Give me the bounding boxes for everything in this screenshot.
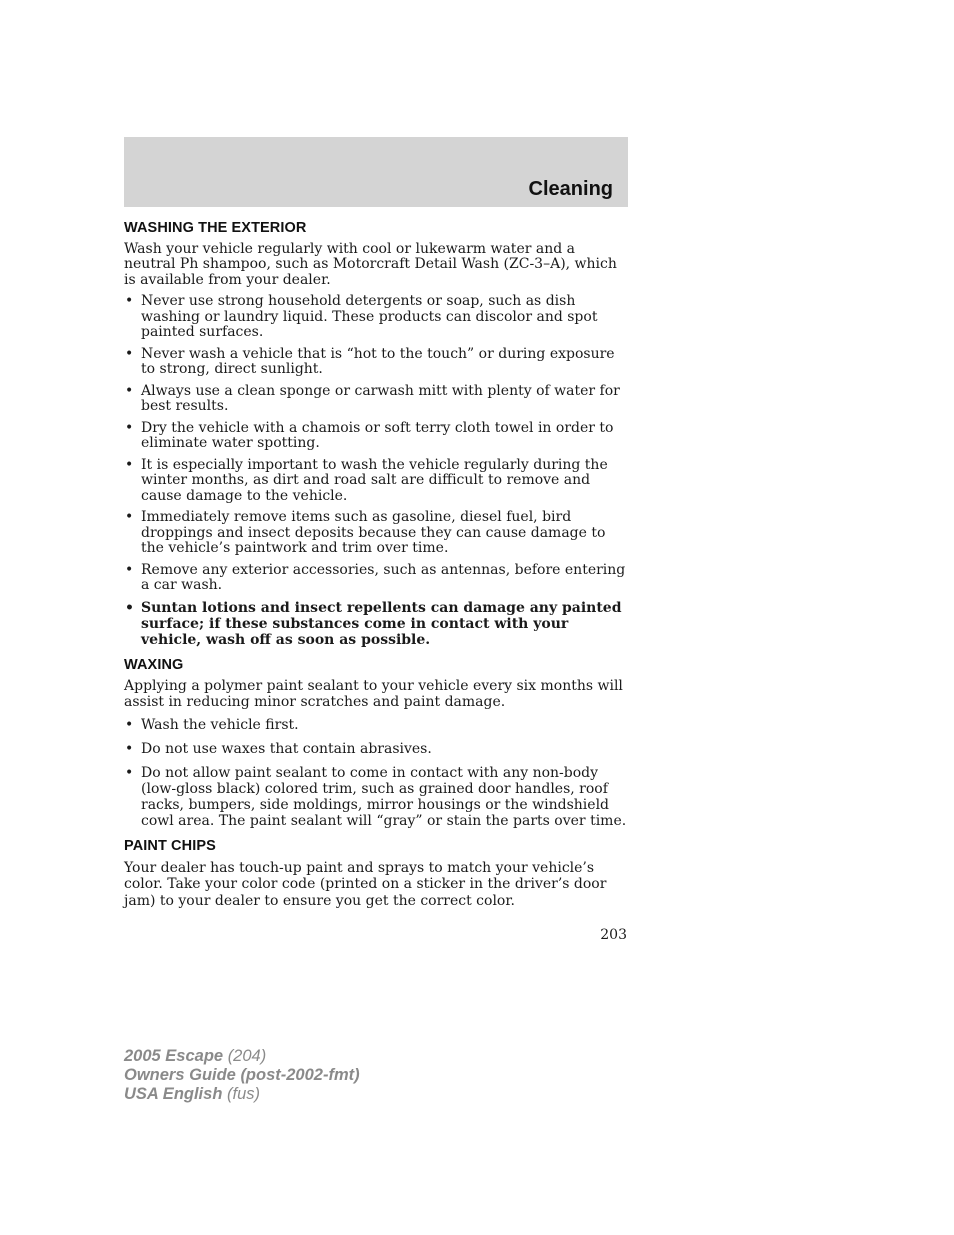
waxing-heading: WAXING xyxy=(124,656,184,673)
footer-line-1: 2005 Escape (204) xyxy=(124,1047,267,1065)
list-item: • Do not allow paint sealant to come in contact with any non-body (low-gloss black) colored trim, such as grained door handles, roof racks, bumpers, side moldings, mirror housings or the windshield cowl area. The paint sealant will “gray” or stain the parts over time. xyxy=(125,765,627,829)
page-content xyxy=(124,221,628,919)
paint-chips-text: Your dealer has touch-up paint and sprays to match your vehicle’s color. Take your color code (printed on a sticker in the driver’s door jam) to your dealer to ensure you get the correct color. xyxy=(124,859,607,909)
washing-section xyxy=(124,221,628,648)
page-number: 203 xyxy=(600,927,627,943)
paint-chips-section xyxy=(124,839,628,909)
header-band xyxy=(124,137,628,207)
washing-bullet-list xyxy=(124,294,628,648)
bullet-icon: • xyxy=(125,456,134,473)
list-item: • Dry the vehicle with a chamois or soft terry cloth towel in order to eliminate water spotting. xyxy=(125,419,614,451)
footer xyxy=(124,1047,360,1104)
washing-heading: WASHING THE EXTERIOR xyxy=(124,220,307,236)
list-item: • Always use a clean sponge or carwash mitt with plenty of water for best results. xyxy=(125,382,620,414)
bullet-icon: • xyxy=(125,599,134,616)
list-item: • Immediately remove items such as gasoline, diesel fuel, bird droppings and insect deposits because they can cause damage to the vehicle’s paintwork and trim over time. xyxy=(125,509,606,556)
list-item: • Do not use waxes that contain abrasives. xyxy=(125,741,432,757)
list-item: • Remove any exterior accessories, such as antennas, before entering a car wash. xyxy=(125,561,626,593)
warning-list-item: • Suntan lotions and insect repellents can damage any painted surface; if these substances come in contact with your vehicle, wash off as soon as possible. xyxy=(125,599,622,648)
paint-chips-heading: PAINT CHIPS xyxy=(124,838,216,854)
waxing-bullet-list xyxy=(124,717,628,829)
list-item: • Never wash a vehicle that is “hot to the touch” or during exposure to strong, direct sunlight. xyxy=(125,345,615,377)
bullet-icon: • xyxy=(125,293,134,309)
bullet-icon: • xyxy=(125,419,134,436)
section-title: Cleaning xyxy=(528,178,613,200)
bullet-icon: • xyxy=(125,561,134,578)
waxing-section xyxy=(124,658,628,830)
bullet-icon: • xyxy=(125,345,134,362)
bullet-icon: • xyxy=(125,509,134,525)
waxing-intro: Applying a polymer paint sealant to your vehicle every six months will assist in reducing minor scratches and paint damage. xyxy=(124,678,623,710)
bullet-icon: • xyxy=(125,741,134,757)
footer-line-2: Owners Guide (post-2002-fmt) xyxy=(124,1066,360,1084)
washing-intro: Wash your vehicle regularly with cool or lukewarm water and a neutral Ph shampoo, such as Motorcraft Detail Wash (ZC-3–A), which is available from your dealer. xyxy=(124,240,617,288)
bullet-icon: • xyxy=(125,382,134,399)
list-item: • It is especially important to wash the vehicle regularly during the winter months, as dirt and road salt are difficult to remove and cause damage to the vehicle. xyxy=(125,456,608,504)
list-item: • Wash the vehicle first. xyxy=(125,717,299,733)
list-item: • Never use strong household detergents or soap, such as dish washing or laundry liquid. These products can discolor and spot painted surfaces. xyxy=(125,293,598,340)
bullet-icon: • xyxy=(125,717,134,733)
bullet-icon: • xyxy=(125,765,134,781)
footer-line-3: USA English (fus) xyxy=(124,1085,260,1103)
